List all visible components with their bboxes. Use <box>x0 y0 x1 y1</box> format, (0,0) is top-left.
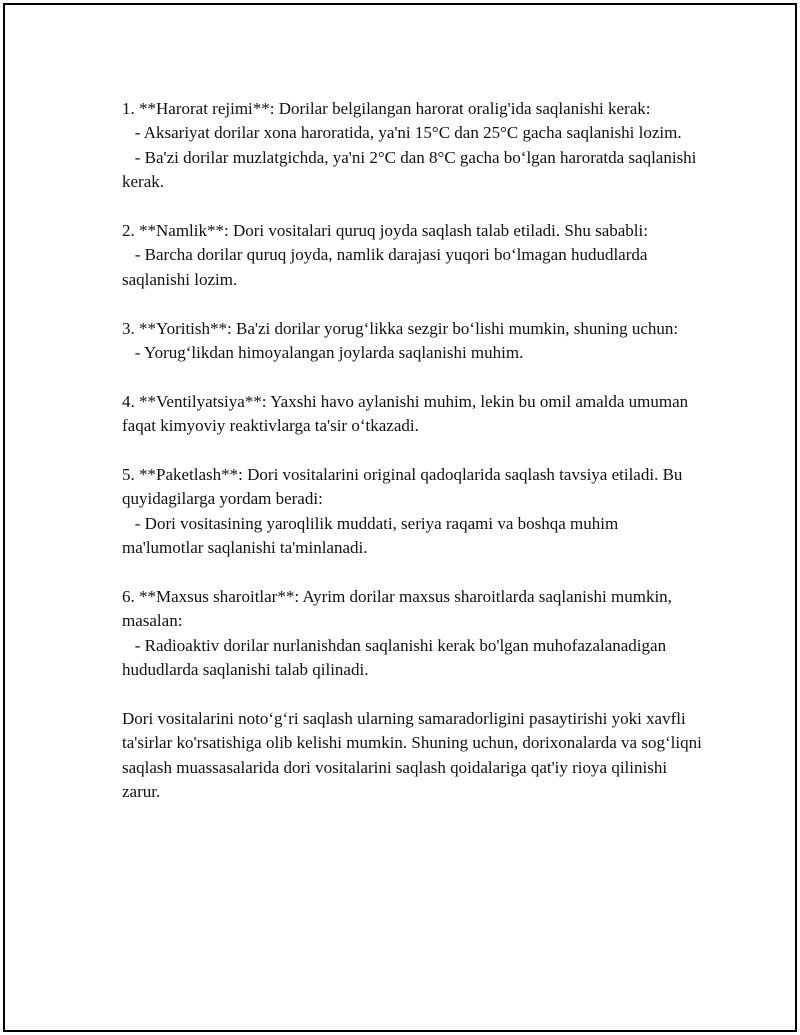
paragraph-temperature <box>122 97 702 195</box>
paragraph-ventilation <box>122 390 702 439</box>
humidity-heading-line: 2. **Namlik**: Dori vositalari quruq joyda saqlash talab etiladi. Shu sababli: <box>122 221 648 241</box>
paragraph-humidity <box>122 219 702 292</box>
packaging-bullet: - Dori vositasining yaroqlilik muddati, seriya raqami va boshqa muhim ma'lumotlar saqlanishi ta'minlanadi. <box>122 513 623 558</box>
lighting-bullet: - Yorug‘likdan himoyalangan joylarda saqlanishi muhim. <box>122 343 524 363</box>
paragraph-packaging <box>122 463 702 561</box>
paragraph-lighting <box>122 317 702 366</box>
special-conditions-bullet: - Radioaktiv dorilar nurlanishdan saqlanishi kerak bo'lgan muhofazalanadigan hududlarda saqlanishi talab qilinadi. <box>122 635 671 680</box>
packaging-heading-line: 5. **Paketlash**: Dori vositalarini original qadoqlarida saqlash tavsiya etiladi. Bu quyidagilarga yordam beradi: <box>122 465 687 509</box>
temperature-bullet-room: - Aksariyat dorilar xona haroratida, ya'ni 15°C dan 25°C gacha saqlanishi lozim. <box>122 123 682 143</box>
special-conditions-heading-line: 6. **Maxsus sharoitlar**: Ayrim dorilar maxsus sharoitlarda saqlanishi mumkin, masalan: <box>122 587 677 631</box>
document-body <box>122 97 707 829</box>
humidity-bullet: - Barcha dorilar quruq joyda, namlik darajasi yuqori bo‘lmagan hududlarda saqlanishi lozim. <box>122 245 652 289</box>
paragraph-special-conditions <box>122 585 702 683</box>
ventilation-heading-line: 4. **Ventilyatsiya**: Yaxshi havo aylanishi muhim, lekin bu omil amalda umuman faqat kimyoviy reaktivlarga ta'sir o‘tkazadi. <box>122 391 693 436</box>
temperature-heading-line: 1. **Harorat rejimi**: Dorilar belgilangan harorat oralig'ida saqlanishi kerak: <box>122 99 651 118</box>
paragraph-conclusion <box>122 707 707 805</box>
conclusion-text: Dori vositalarini noto‘g‘ri saqlash ularning samaradorligini pasaytirishi yoki xavfli ta'sirlar ko'rsatishiga olib kelishi mumkin. Shuning uchun, dorixonalarda va sog‘liqni saqlash muassasalarida dori vositalarini saqlash qoidalariga qat'iy rioya qilinishi zarur. <box>122 709 707 802</box>
page-frame <box>3 3 797 1032</box>
temperature-bullet-fridge: - Ba'zi dorilar muzlatgichda, ya'ni 2°C dan 8°C gacha bo‘lgan haroratda saqlanishi kerak. <box>122 147 701 192</box>
lighting-heading-line: 3. **Yoritish**: Ba'zi dorilar yorug‘likka sezgir bo‘lishi mumkin, shuning uchun: <box>122 318 679 338</box>
